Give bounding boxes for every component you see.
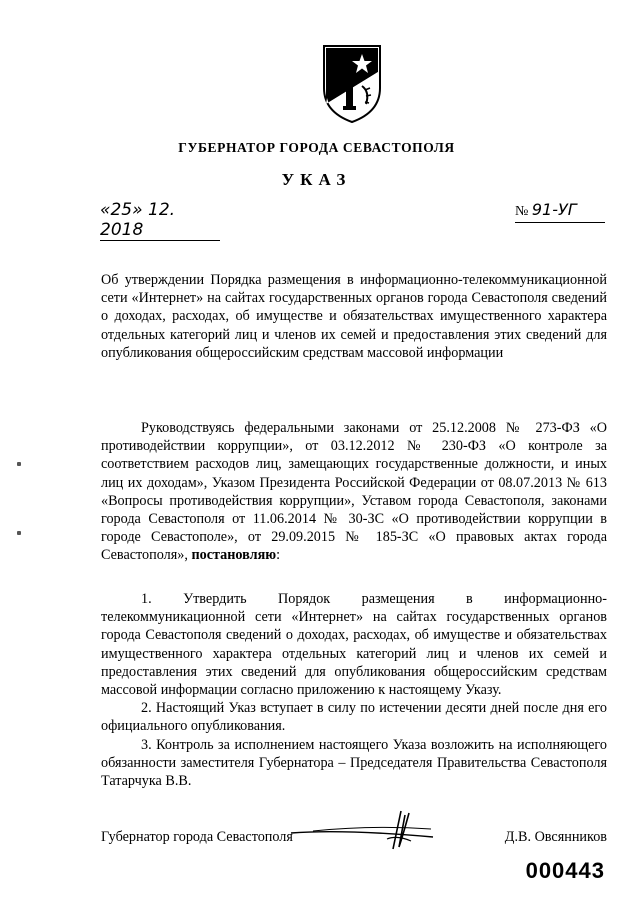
decree-preamble (101, 419, 607, 565)
registration-number: 000443 (525, 858, 605, 883)
signatory-name: Д.В. Овсянников (504, 829, 607, 845)
decree-items (101, 590, 607, 790)
number-label: № (515, 204, 529, 219)
decree-subject: Об утверждении Порядка размещения в информационно-телекоммуникационной сети «Интернет» на сайтах государственных органов города Севастополя сведений о доходах, расходах, об имуществе и обязательствах имущественного характера отдельных категорий лиц и членов их семей и предоставления этих сведений для опубликования общероссийским средствам массовой информации (101, 272, 607, 361)
scan-speck (17, 531, 21, 535)
decree-item: 1. Утвердить Порядок размещения в информационно-телекоммуникационной сети «Интернет» на сайтах государственных органов города Севастополя сведений о доходах, расходах, об имуществе и обязательствах имущественного характера отдельных категорий лиц и членов их семей и предоставления этих сведений для опубликования общероссийским средствам массовой информации согласно приложению к настоящему Указу. (101, 591, 607, 699)
number-value: 91-УГ (531, 200, 577, 219)
decree-item: 2. Настоящий Указ вступает в силу по истечении десяти дней после дня его официального опубликования. (101, 700, 607, 735)
decree-item: 3. Контроль за исполнением настоящего Указа возложить на исполняющего обязанности заместителя Губернатора – Председателя Правительства Севастополя Татарчука В.В. (101, 736, 607, 790)
decree-word: постановляю (191, 547, 277, 564)
signatory-title: Губернатор города Севастополя (101, 829, 293, 845)
decree-date: «25» 12. 2018 (100, 200, 220, 241)
document-type: УКАЗ (281, 170, 352, 189)
scan-speck (17, 462, 21, 466)
issuing-authority: ГУБЕРНАТОР ГОРОДА СЕВАСТОПОЛЯ (178, 140, 455, 155)
preamble-text: Руководствуясь федеральными законами от 25.12.2008 № 273-ФЗ «О противодействии коррупции», от 03.12.2012 № 230-ФЗ «О контроле за соответствием расходов лиц, замещающих государственные должности, и иных лиц их доходам», Указом Президента Российской Федерации от 08.07.2013 № 613 «Вопросы противодействия коррупции», Уставом города Севастополя, законами города Севастополя от 11.06.2014 № 30-ЗС «О противодействии коррупции в городе Севастополе», от 29.09.2015 № 185-ЗС «О правовых актах города Севастополя», (101, 420, 607, 564)
sevastopol-coat-of-arms-icon (318, 42, 386, 124)
handwritten-signature (283, 805, 443, 850)
preamble-colon: : (276, 547, 281, 564)
decree-number (515, 200, 605, 223)
